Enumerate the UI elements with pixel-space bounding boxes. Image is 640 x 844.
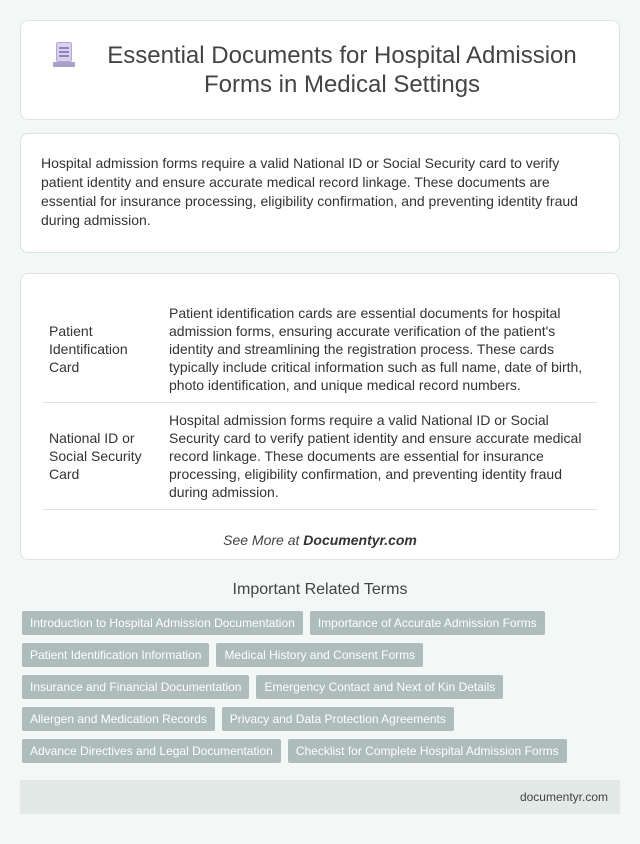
page-title: Essential Documents for Hospital Admission Forms in Medical Settings [107, 42, 577, 98]
title-card [20, 20, 620, 120]
footer-link[interactable]: documentyr.com [519, 790, 608, 804]
table-row [43, 403, 597, 510]
document-description: Hospital admission forms require a valid National ID or Social Security card to verify patient identity and ensure accurate medical record linkage. These documents are essential for insurance processing, eligibility confirmation, and preventing identity fraud during admission. [163, 403, 597, 510]
intro-card [20, 133, 620, 253]
see-more-prefix: See More at [223, 532, 304, 548]
footer [20, 780, 620, 814]
document-name: Patient Identification Card [43, 296, 163, 403]
see-more-link[interactable]: Documentyr.com [303, 532, 417, 548]
related-tag[interactable]: Allergen and Medication Records [22, 707, 215, 731]
table-row [43, 296, 597, 403]
document-description: Patient identification cards are essential documents for hospital admission forms, ensuring accurate verification of the patient's identity and streamlining the registration process. These cards typically include critical information such as full name, date of birth, photo identification, and unique medical record numbers. [163, 296, 597, 403]
related-tag[interactable]: Medical History and Consent Forms [216, 643, 423, 667]
see-more [43, 532, 597, 548]
related-tag[interactable]: Emergency Contact and Next of Kin Details [256, 675, 503, 699]
related-tag[interactable]: Checklist for Complete Hospital Admission Forms [288, 739, 567, 763]
related-tag[interactable]: Insurance and Financial Documentation [22, 675, 249, 699]
related-terms-heading: Important Related Terms [232, 581, 408, 598]
documents-table [43, 296, 597, 510]
document-name: National ID or Social Security Card [43, 403, 163, 510]
related-tag[interactable]: Privacy and Data Protection Agreements [222, 707, 454, 731]
documents-table-card [20, 273, 620, 560]
related-tag[interactable]: Advance Directives and Legal Documentation [22, 739, 281, 763]
related-terms-tags [22, 611, 622, 771]
related-tag[interactable]: Importance of Accurate Admission Forms [310, 611, 545, 635]
related-tag[interactable]: Patient Identification Information [22, 643, 209, 667]
intro-text: Hospital admission forms require a valid National ID or Social Security card to verify patient identity and ensure accurate medical record linkage. These documents are essential for insurance processing, eligibility confirmation, and preventing identity fraud during admission. [41, 155, 578, 228]
document-icon [53, 42, 75, 68]
related-tag[interactable]: Introduction to Hospital Admission Documentation [22, 611, 303, 635]
title-wrap [53, 41, 587, 99]
